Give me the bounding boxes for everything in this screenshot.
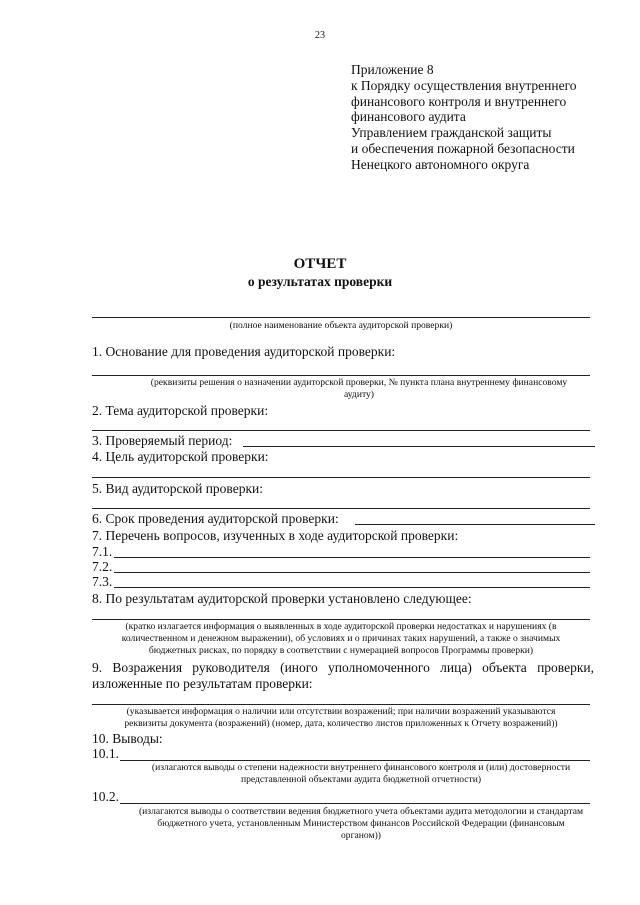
note-line: (излагаются выводы о степени надежности внутреннего финансового контроля и (или) достоверности	[151, 762, 571, 773]
item10-2-label: 10.2.	[92, 789, 119, 804]
page-number: 23	[315, 30, 325, 41]
item3-line[interactable]	[243, 446, 595, 447]
appendix-line: и обеспечения пожарной безопасности	[351, 140, 575, 156]
item1-note	[92, 377, 626, 401]
item2-label: 2. Тема аудиторской проверки:	[92, 403, 269, 418]
item5-label: 5. Вид аудиторской проверки:	[92, 481, 264, 496]
item8-label: 8. По результатам аудиторской проверки установлено следующее:	[92, 591, 472, 606]
item2-line[interactable]	[92, 430, 590, 431]
item7-2-line[interactable]	[114, 572, 590, 573]
note-line: (излагаются выводы о соответствии ведения бюджетного учета объектами аудита методологии и стандартам	[138, 806, 584, 817]
item4-line[interactable]	[92, 477, 590, 478]
item9-line[interactable]	[92, 704, 590, 705]
appendix-line: финансового контроля и внутреннего	[351, 93, 567, 109]
appendix-line: финансового аудита	[351, 109, 466, 125]
item8-note	[92, 621, 590, 657]
appendix-line: к Порядку осуществления внутреннего	[351, 77, 577, 93]
item7-2-label: 7.2.	[92, 559, 113, 574]
item9-label-line2: изложенные по результатам проверки:	[92, 676, 313, 691]
note-line: бюджетного учета, установленным Министерством финансов Российской Федерации (финансовым	[157, 818, 565, 829]
note-line: органом))	[341, 830, 381, 841]
object-name-note: (полное наименование объекта аудиторской проверки)	[229, 320, 453, 331]
note-line: реквизиты документа (возражений) (номер, дата, количество листов приложенных к Отчету возражений))	[124, 718, 558, 729]
appendix-line: Управлением гражданской защиты	[351, 125, 552, 141]
note-line: (реквизиты решения о назначении аудиторской проверки, № пункта плана внутреннему финансовому	[150, 377, 568, 388]
item10-2-note	[88, 806, 634, 842]
item1-label: 1. Основание для проведения аудиторской проверки:	[92, 344, 396, 359]
item6-label: 6. Срок проведения аудиторской проверки:	[92, 511, 339, 526]
item7-label: 7. Перечень вопросов, изученных в ходе аудиторской проверки:	[92, 528, 459, 543]
item10-1-line[interactable]	[120, 760, 590, 761]
item7-1-label: 7.1.	[92, 544, 113, 559]
item4-label: 4. Цель аудиторской проверки:	[92, 449, 269, 464]
item6-line[interactable]	[355, 524, 595, 525]
appendix-line: Ненецкого автономного округа	[351, 156, 530, 172]
item10-1-note	[92, 762, 630, 786]
note-line: аудиту)	[343, 389, 375, 400]
appendix-line: Приложение 8	[351, 62, 434, 77]
item10-1-label: 10.1.	[92, 746, 119, 761]
item3-label: 3. Проверяемый период:	[92, 433, 233, 448]
item5-line[interactable]	[92, 508, 590, 509]
note-line: (указывается информация о наличии или отсутствии возражений; при наличии возражений указываются	[126, 706, 556, 717]
item9-note	[92, 706, 590, 730]
item10-label: 10. Выводы:	[92, 731, 163, 746]
object-name-line[interactable]	[92, 317, 590, 318]
appendix-header	[351, 62, 577, 173]
item9-label	[92, 659, 594, 676]
item1-line[interactable]	[92, 375, 590, 376]
item7-1-line[interactable]	[114, 557, 590, 558]
item9-line1: 9. Возражения руководителя (иного уполномоченного лица) объекта проверки,	[92, 660, 594, 675]
note-line: представленной объектами аудита бюджетной отчетности)	[240, 774, 482, 785]
note-line: (кратко излагается информация о выявленных в ходе аудиторской проверки недостатках и нарушениях (в	[125, 621, 557, 632]
report-subtitle: о результатах проверки	[247, 274, 393, 289]
note-line: количественном и денежном выражении), об условиях и о причинах таких нарушений, а также о значимых	[121, 633, 561, 644]
item10-2-line[interactable]	[120, 803, 590, 804]
report-title: ОТЧЕТ	[293, 256, 347, 272]
item7-3-line[interactable]	[114, 587, 590, 588]
item7-3-label: 7.3.	[92, 574, 113, 589]
item8-line[interactable]	[92, 619, 590, 620]
note-line: бюджетных рисках, по порядку в соответствии с нумерацией вопросов Программы проверки)	[148, 645, 534, 656]
